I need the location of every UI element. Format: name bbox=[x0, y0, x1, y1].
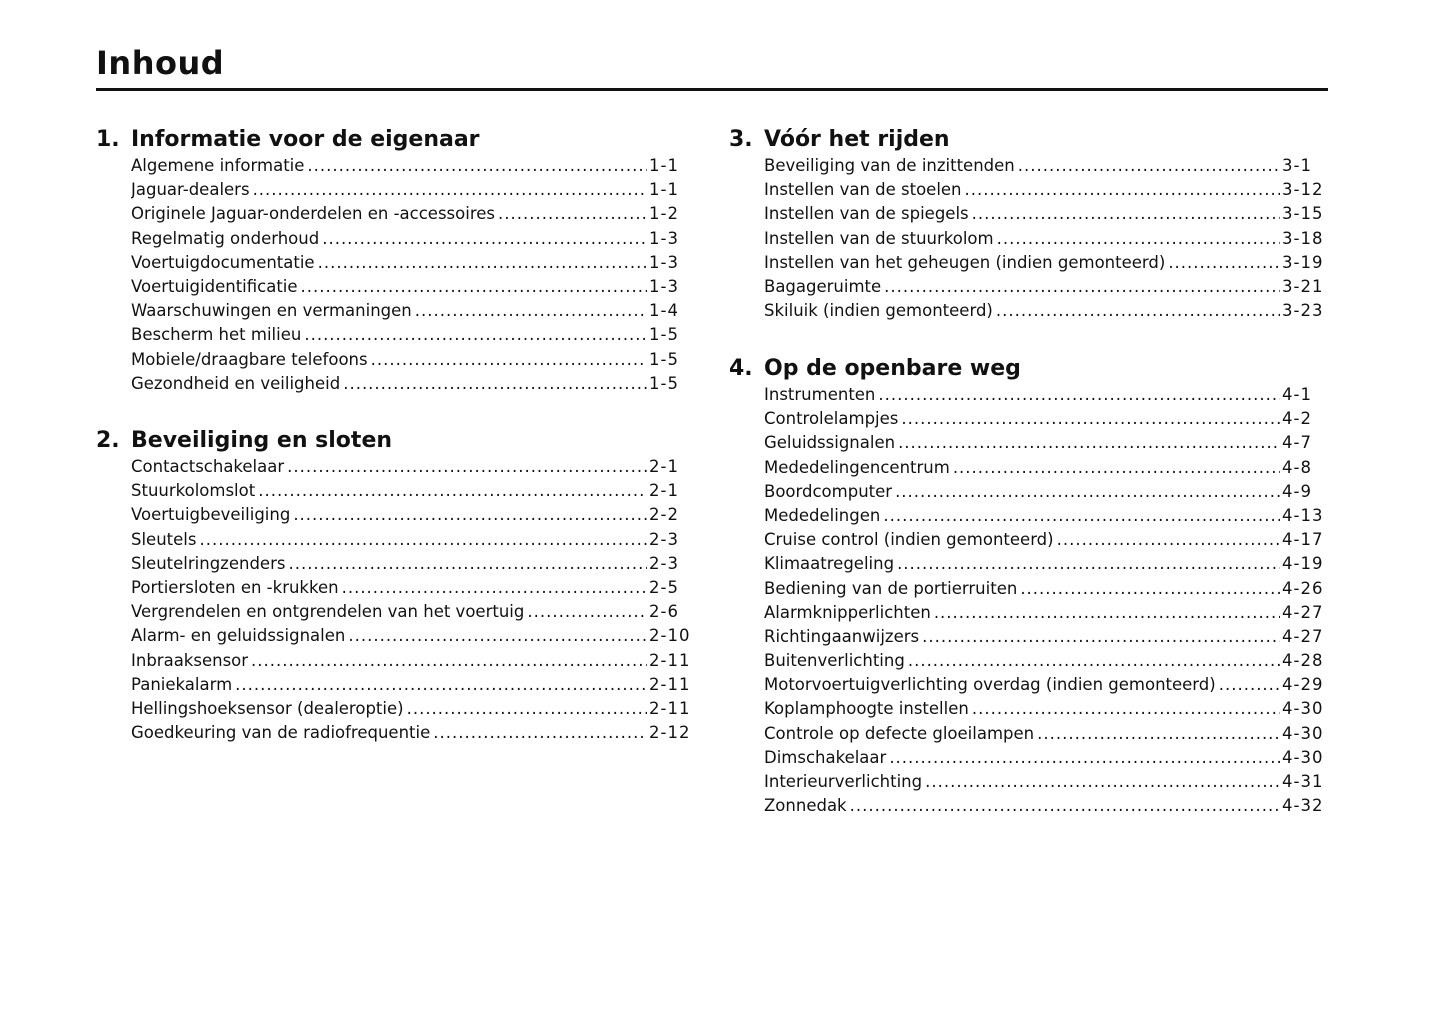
dot-leader bbox=[251, 649, 647, 673]
toc-entry-label: Voertuigdocumentatie bbox=[131, 252, 315, 272]
toc-entry-label: Mobiele/draagbare telefoons bbox=[131, 349, 368, 369]
dot-leader bbox=[934, 601, 1280, 625]
toc-entry-label: Dimschakelaar bbox=[764, 747, 887, 767]
dot-leader bbox=[925, 770, 1280, 794]
toc-entry-label: Zonnedak bbox=[764, 796, 847, 816]
toc-entry[interactable] bbox=[131, 600, 690, 624]
toc-entry[interactable] bbox=[764, 770, 1323, 794]
toc-entry[interactable] bbox=[131, 227, 679, 251]
toc-entry-page: 4-9 bbox=[1282, 481, 1312, 501]
toc-entry-label: Geluidssignalen bbox=[764, 433, 896, 453]
toc-entry[interactable] bbox=[131, 479, 690, 503]
toc-entry-page: 4-17 bbox=[1282, 530, 1324, 550]
dot-leader bbox=[965, 178, 1280, 202]
toc-section bbox=[729, 126, 1323, 323]
dot-leader bbox=[307, 154, 647, 178]
toc-entry-page: 2-1 bbox=[649, 457, 679, 476]
toc-entry-label: Klimaatregeling bbox=[764, 554, 895, 574]
toc-entry-label: Goedkeuring van de radiofrequentie bbox=[131, 723, 431, 743]
toc-entry-page: 4-7 bbox=[1282, 433, 1312, 453]
dot-leader bbox=[322, 227, 647, 251]
dot-leader bbox=[898, 431, 1280, 455]
toc-entry-page: 1-5 bbox=[649, 373, 679, 393]
toc-entry-label: Sleutels bbox=[131, 529, 197, 549]
section-number: 4. bbox=[729, 356, 753, 381]
toc-entry-page: 4-1 bbox=[1282, 385, 1312, 404]
section-title: Beveiliging en sloten bbox=[131, 428, 393, 453]
toc-entry-label: Mededelingen bbox=[764, 505, 881, 525]
toc-entry-page: 3-18 bbox=[1282, 228, 1324, 248]
dot-leader bbox=[997, 227, 1280, 251]
section-title: Vóór het rijden bbox=[764, 127, 950, 152]
toc-entry-label: Controle op defecte gloeilampen bbox=[764, 723, 1035, 743]
dot-leader bbox=[1018, 154, 1280, 178]
toc-entry[interactable] bbox=[764, 383, 1323, 407]
dot-leader bbox=[235, 673, 647, 697]
toc-entry-page: 4-19 bbox=[1282, 554, 1324, 574]
toc-entry-label: Richtingaanwijzers bbox=[764, 626, 920, 646]
toc-entry-page: 1-1 bbox=[649, 180, 679, 200]
toc-entry-page: 2-2 bbox=[649, 505, 679, 525]
dot-leader bbox=[1057, 528, 1280, 552]
toc-entry-page: 4-27 bbox=[1282, 602, 1324, 622]
toc-entry-page: 2-11 bbox=[649, 698, 691, 718]
toc-entry-page: 2-3 bbox=[649, 529, 679, 549]
toc-entry-label: Instrumenten bbox=[764, 385, 876, 404]
toc-entry[interactable] bbox=[131, 372, 679, 396]
toc-entry-page: 4-2 bbox=[1282, 409, 1312, 429]
toc-entry-page: 2-6 bbox=[649, 602, 679, 622]
title-divider bbox=[96, 88, 1328, 91]
dot-leader bbox=[371, 348, 647, 372]
toc-entry-label: Regelmatig onderhoud bbox=[131, 228, 320, 248]
toc-entry[interactable] bbox=[131, 552, 690, 576]
toc-entry[interactable] bbox=[131, 348, 679, 372]
dot-leader bbox=[1020, 577, 1280, 601]
dot-leader bbox=[318, 251, 647, 275]
toc-entry[interactable] bbox=[764, 601, 1323, 625]
page-title: Inhoud bbox=[96, 44, 225, 82]
toc-entry[interactable] bbox=[764, 673, 1323, 697]
toc-entry-page: 4-26 bbox=[1282, 578, 1324, 598]
section-heading bbox=[96, 126, 679, 154]
toc-entry-label: Gezondheid en veiligheid bbox=[131, 373, 341, 393]
dot-leader bbox=[288, 552, 647, 576]
toc-entry[interactable] bbox=[764, 178, 1323, 202]
toc-entry-page: 1-5 bbox=[649, 325, 679, 345]
dot-leader bbox=[883, 504, 1280, 528]
toc-entry-page: 4-31 bbox=[1282, 772, 1324, 791]
toc-entry[interactable] bbox=[764, 746, 1323, 770]
toc-entry[interactable] bbox=[131, 299, 679, 323]
toc-entry[interactable] bbox=[131, 697, 690, 721]
toc-entry-page: 3-1 bbox=[1282, 156, 1312, 175]
toc-entry[interactable] bbox=[764, 480, 1323, 504]
dot-leader bbox=[972, 202, 1280, 226]
dot-leader bbox=[1168, 251, 1280, 275]
dot-leader bbox=[901, 407, 1280, 431]
toc-entry-label: Vergrendelen en ontgrendelen van het voertuig bbox=[131, 602, 525, 622]
toc-entry[interactable] bbox=[764, 154, 1323, 178]
toc-entry-label: Bescherm het milieu bbox=[131, 325, 302, 345]
dot-leader bbox=[922, 625, 1280, 649]
toc-entry-label: Originele Jaguar-onderdelen en -accessoires bbox=[131, 204, 495, 224]
toc-entry-page: 3-19 bbox=[1282, 252, 1324, 272]
dot-leader bbox=[1037, 722, 1280, 746]
toc-entry[interactable] bbox=[764, 577, 1323, 601]
dot-leader bbox=[287, 455, 647, 479]
toc-entry-label: Skiluik (indien gemonteerd) bbox=[764, 301, 993, 321]
toc-entry-page: 4-30 bbox=[1282, 747, 1324, 767]
dot-leader bbox=[527, 600, 647, 624]
toc-entry-page: 2-1 bbox=[649, 481, 679, 501]
toc-entry[interactable] bbox=[131, 576, 690, 600]
dot-leader bbox=[301, 275, 647, 299]
toc-entry-page: 1-5 bbox=[649, 349, 679, 369]
toc-entry-label: Beveiliging van de inzittenden bbox=[764, 156, 1015, 175]
dot-leader bbox=[895, 480, 1280, 504]
toc-entry-label: Buitenverlichting bbox=[764, 651, 905, 671]
dot-leader bbox=[342, 576, 647, 600]
toc-entry[interactable] bbox=[131, 251, 679, 275]
toc-entry-page: 4-30 bbox=[1282, 699, 1324, 719]
toc-entry-page: 1-1 bbox=[649, 156, 679, 175]
toc-entry-page: 4-8 bbox=[1282, 457, 1312, 477]
toc-entry-page: 2-3 bbox=[649, 553, 679, 573]
toc-entry-page: 1-3 bbox=[649, 228, 679, 248]
toc-entry-label: Instellen van de spiegels bbox=[764, 204, 969, 224]
toc-entry-label: Algemene informatie bbox=[131, 156, 305, 175]
toc-entry-label: Koplamphoogte instellen bbox=[764, 699, 969, 719]
toc-entry[interactable] bbox=[764, 649, 1323, 673]
toc-entry-page: 2-10 bbox=[649, 626, 691, 646]
toc-entry-label: Bagageruimte bbox=[764, 276, 882, 296]
toc-entry[interactable] bbox=[131, 673, 690, 697]
toc-entry[interactable] bbox=[131, 455, 690, 479]
toc-entry[interactable] bbox=[764, 251, 1323, 275]
dot-leader bbox=[889, 746, 1280, 770]
dot-leader bbox=[897, 552, 1280, 576]
toc-entry-label: Bediening van de portierruiten bbox=[764, 578, 1018, 598]
toc-entry-label: Waarschuwingen en vermaningen bbox=[131, 301, 412, 321]
toc-entry-page: 3-15 bbox=[1282, 204, 1324, 224]
toc-entry[interactable] bbox=[764, 227, 1323, 251]
toc-entry-label: Portiersloten en -krukken bbox=[131, 577, 339, 597]
toc-entry-label: Instellen van het geheugen (indien gemonteerd) bbox=[764, 252, 1166, 272]
toc-entry-label: Alarm- en geluidssignalen bbox=[131, 626, 346, 646]
toc-entry-label: Jaguar-dealers bbox=[131, 180, 250, 200]
toc-entry[interactable] bbox=[764, 722, 1323, 746]
toc-entry-label: Mededelingencentrum bbox=[764, 457, 950, 477]
toc-entry-label: Motorvoertuigverlichting overdag (indien gemonteerd) bbox=[764, 675, 1216, 695]
toc-entry-page: 1-3 bbox=[649, 252, 679, 272]
toc-entry[interactable] bbox=[131, 721, 690, 745]
dot-leader bbox=[850, 794, 1280, 818]
dot-leader bbox=[415, 299, 647, 323]
toc-entry[interactable] bbox=[131, 178, 679, 202]
dot-leader bbox=[884, 275, 1280, 299]
section-number: 2. bbox=[96, 428, 120, 453]
toc-entry[interactable] bbox=[131, 323, 679, 347]
toc-section bbox=[729, 355, 1323, 818]
toc-entry-page: 4-28 bbox=[1282, 651, 1324, 671]
dot-leader bbox=[908, 649, 1280, 673]
dot-leader bbox=[1219, 673, 1280, 697]
toc-entry[interactable] bbox=[131, 528, 690, 552]
toc-entry-label: Voertuigbeveiliging bbox=[131, 505, 291, 525]
dot-leader bbox=[293, 503, 647, 527]
toc-entry-page: 3-12 bbox=[1282, 180, 1324, 200]
toc-entry-page: 4-27 bbox=[1282, 626, 1324, 646]
toc-entry-label: Interieurverlichting bbox=[764, 772, 923, 791]
toc-entry[interactable] bbox=[131, 649, 690, 673]
section-heading bbox=[729, 355, 1323, 383]
dot-leader bbox=[498, 202, 647, 226]
toc-section bbox=[96, 427, 690, 745]
toc-entry[interactable] bbox=[764, 456, 1323, 480]
toc-entry-page: 4-32 bbox=[1282, 796, 1324, 816]
dot-leader bbox=[878, 383, 1280, 407]
toc-entry-label: Hellingshoeksensor (dealeroptie) bbox=[131, 698, 404, 718]
toc-entry-page: 2-5 bbox=[649, 577, 679, 597]
toc-section bbox=[96, 126, 679, 396]
toc-entry-page: 2-11 bbox=[649, 674, 691, 694]
toc-entry[interactable] bbox=[131, 202, 679, 226]
toc-entry[interactable] bbox=[764, 528, 1323, 552]
dot-leader bbox=[199, 528, 647, 552]
toc-entry[interactable] bbox=[131, 154, 679, 178]
toc-entry-label: Stuurkolomslot bbox=[131, 481, 256, 501]
toc-entry-label: Sleutelringzenders bbox=[131, 553, 286, 573]
section-heading bbox=[96, 427, 690, 455]
section-number: 3. bbox=[729, 127, 753, 152]
toc-entry-page: 1-3 bbox=[649, 276, 679, 296]
toc-entry[interactable] bbox=[131, 624, 690, 648]
dot-leader bbox=[348, 624, 647, 648]
section-number: 1. bbox=[96, 127, 120, 152]
toc-entry[interactable] bbox=[764, 697, 1323, 721]
dot-leader bbox=[953, 456, 1280, 480]
dot-leader bbox=[433, 721, 647, 745]
toc-entry[interactable] bbox=[764, 299, 1323, 323]
toc-entry[interactable] bbox=[764, 794, 1323, 818]
toc-entry-page: 4-13 bbox=[1282, 505, 1324, 525]
toc-entry-label: Inbraaksensor bbox=[131, 650, 249, 670]
dot-leader bbox=[253, 178, 647, 202]
toc-entry-label: Boordcomputer bbox=[764, 481, 893, 501]
dot-leader bbox=[258, 479, 647, 503]
toc-entry[interactable] bbox=[131, 275, 679, 299]
section-title: Informatie voor de eigenaar bbox=[131, 127, 480, 152]
toc-entry[interactable] bbox=[131, 503, 690, 527]
toc-entry-page: 3-21 bbox=[1282, 276, 1324, 296]
toc-entry-label: Controlelampjes bbox=[764, 409, 899, 429]
section-heading bbox=[729, 126, 1323, 154]
toc-entry-label: Paniekalarm bbox=[131, 674, 233, 694]
toc-entry-label: Contactschakelaar bbox=[131, 457, 285, 476]
dot-leader bbox=[407, 697, 647, 721]
toc-entry[interactable] bbox=[764, 202, 1323, 226]
toc-entry-page: 3-23 bbox=[1282, 301, 1324, 321]
dot-leader bbox=[996, 299, 1280, 323]
toc-entry-label: Instellen van de stuurkolom bbox=[764, 228, 994, 248]
toc-entry-label: Alarmknipperlichten bbox=[764, 602, 931, 622]
toc-entry[interactable] bbox=[764, 504, 1323, 528]
toc-entry[interactable] bbox=[764, 407, 1323, 431]
toc-entry[interactable] bbox=[764, 552, 1323, 576]
toc-entry-page: 4-30 bbox=[1282, 723, 1324, 743]
toc-entry-label: Voertuigidentificatie bbox=[131, 276, 298, 296]
toc-entry-page: 1-4 bbox=[649, 301, 679, 321]
toc-entry-label: Cruise control (indien gemonteerd) bbox=[764, 530, 1054, 550]
section-title: Op de openbare weg bbox=[764, 356, 1021, 381]
toc-entry-page: 2-11 bbox=[649, 650, 691, 670]
dot-leader bbox=[304, 323, 647, 347]
toc-entry-page: 2-12 bbox=[649, 723, 691, 743]
dot-leader bbox=[972, 697, 1280, 721]
toc-entry-page: 4-29 bbox=[1282, 675, 1324, 695]
dot-leader bbox=[343, 372, 647, 396]
toc-entry[interactable] bbox=[764, 275, 1323, 299]
toc-entry[interactable] bbox=[764, 625, 1323, 649]
toc-entry[interactable] bbox=[764, 431, 1323, 455]
toc-entry-page: 1-2 bbox=[649, 204, 679, 224]
toc-entry-label: Instellen van de stoelen bbox=[764, 180, 962, 200]
